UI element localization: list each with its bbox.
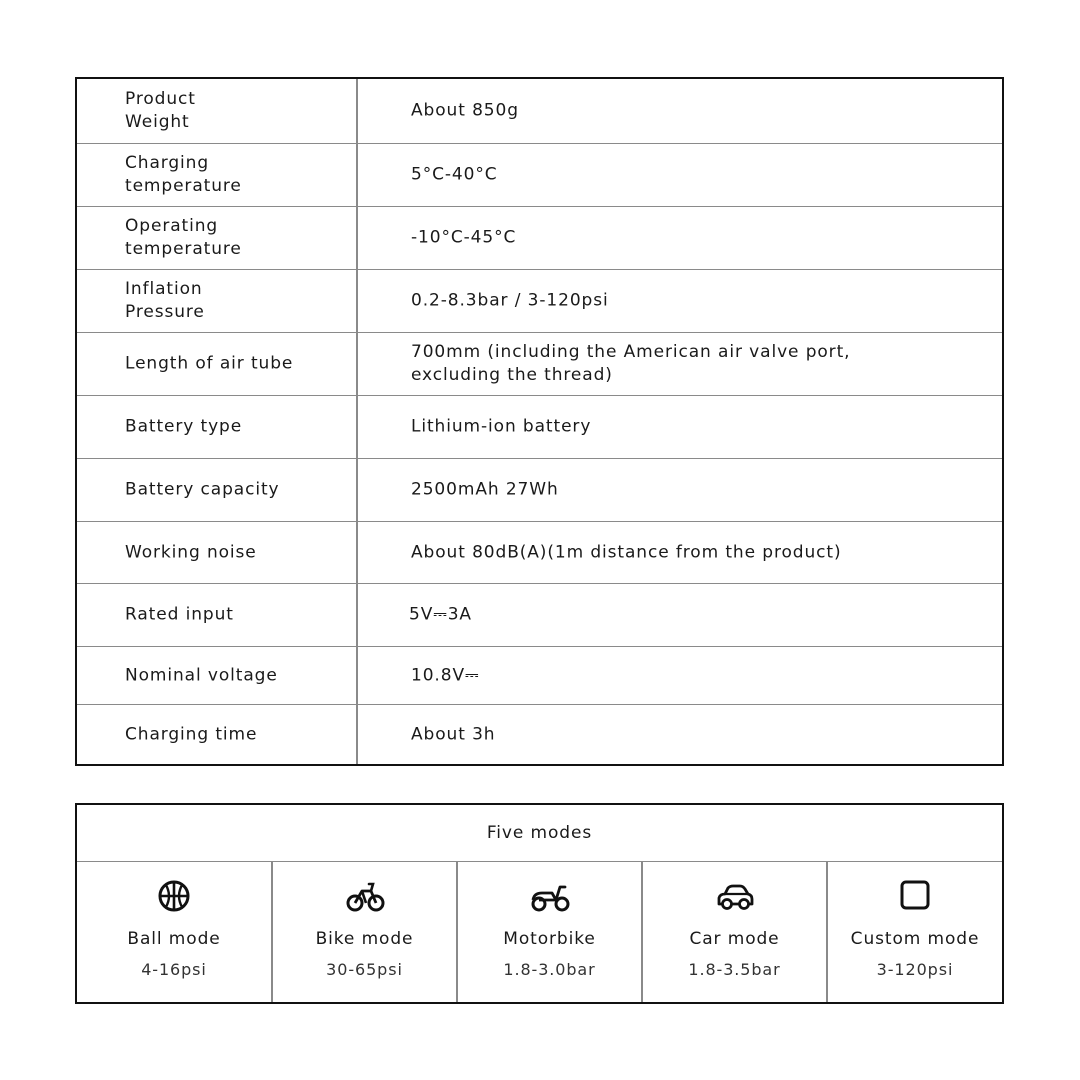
spec-value: 5V⎓3A	[409, 604, 472, 625]
spec-label: Charging temperature	[125, 153, 242, 196]
spec-label: Battery type	[125, 416, 243, 437]
column-divider	[356, 333, 358, 395]
mode-range: 1.8-3.0bar	[503, 960, 596, 979]
mode-range: 3-120psi	[876, 960, 954, 979]
spec-label: Product Weight	[125, 89, 196, 132]
column-divider	[356, 207, 358, 269]
spec-value: About 3h	[411, 724, 496, 744]
bike-icon	[345, 878, 385, 914]
spec-row-battery-type	[77, 395, 1002, 458]
spec-value: 0.2-8.3bar / 3-120psi	[411, 290, 609, 311]
mode-range: 30-65psi	[326, 960, 403, 979]
column-divider	[356, 584, 358, 646]
spec-row-working-noise	[77, 521, 1002, 583]
spec-label: Working noise	[125, 542, 257, 562]
spec-row-rated-input	[77, 583, 1002, 646]
mode-cell-motorbike	[456, 862, 641, 1002]
mode-name: Custom mode	[850, 929, 980, 949]
modes-title: Five modes	[77, 805, 1002, 862]
spec-row-air-tube-length	[77, 332, 1002, 395]
mode-cell-bike	[271, 862, 456, 1002]
motorbike-icon	[530, 878, 570, 914]
spec-label: Battery capacity	[125, 479, 280, 500]
mode-name: Car mode	[689, 929, 780, 949]
mode-range: 4-16psi	[141, 960, 207, 979]
spec-row-inflation-pressure	[77, 269, 1002, 332]
mode-cell-custom	[826, 862, 1002, 1002]
spec-label: Length of air tube	[125, 353, 294, 374]
spec-value: 2500mAh 27Wh	[411, 479, 559, 500]
mode-range: 1.8-3.5bar	[688, 960, 781, 979]
spec-row-charging-time	[77, 704, 1002, 764]
column-divider	[356, 459, 358, 521]
spec-value: 5°C-40°C	[411, 164, 498, 185]
column-divider	[356, 522, 358, 583]
spec-value: About 850g	[411, 100, 519, 121]
spec-label: Charging time	[125, 724, 258, 744]
column-divider	[356, 396, 358, 458]
spec-value: -10°C-45°C	[411, 227, 517, 248]
custom-square-icon	[895, 878, 935, 914]
spec-value: 700mm (including the American air valve port, excluding the thread)	[411, 342, 851, 385]
spec-row-charging-temperature	[77, 143, 1002, 206]
mode-cell-ball	[77, 862, 271, 1002]
car-icon	[715, 878, 755, 914]
column-divider	[356, 144, 358, 206]
spec-row-operating-temperature	[77, 206, 1002, 269]
mode-name: Ball mode	[127, 929, 221, 949]
spec-label: Inflation Pressure	[125, 279, 205, 322]
modes-table	[75, 803, 1004, 1004]
mode-name: Motorbike	[503, 929, 596, 949]
specifications-table	[75, 77, 1004, 766]
column-divider	[356, 270, 358, 332]
ball-icon	[154, 878, 194, 914]
spec-label: Nominal voltage	[125, 665, 278, 685]
spec-row-nominal-voltage	[77, 646, 1002, 704]
spec-row-product-weight	[77, 79, 1002, 143]
spec-value: About 80dB(A)(1m distance from the product)	[411, 542, 842, 562]
mode-name: Bike mode	[315, 929, 414, 949]
column-divider	[356, 705, 358, 764]
spec-value: 10.8V⎓	[411, 665, 480, 685]
column-divider	[356, 647, 358, 704]
spec-label: Rated input	[125, 604, 234, 625]
column-divider	[356, 79, 358, 143]
spec-row-battery-capacity	[77, 458, 1002, 521]
mode-cell-car	[641, 862, 826, 1002]
spec-label: Operating temperature	[125, 216, 242, 259]
spec-value: Lithium-ion battery	[411, 416, 592, 437]
